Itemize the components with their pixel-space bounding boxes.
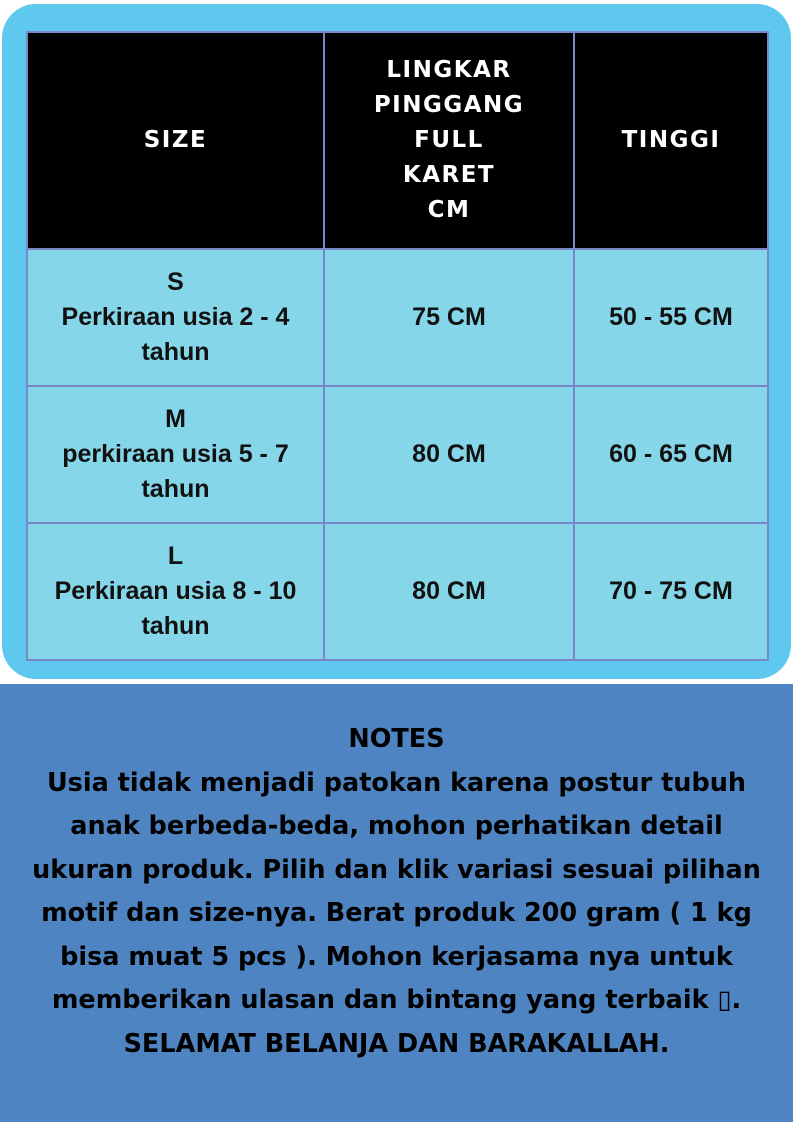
notes-title: NOTES <box>348 724 445 754</box>
size-cell-s <box>27 249 324 386</box>
table-row <box>27 523 768 660</box>
size-table-wrapper <box>26 31 767 659</box>
height-cell: 50 - 55 CM <box>574 249 768 386</box>
size-cell-l <box>27 523 324 660</box>
size-label: M <box>165 405 186 433</box>
size-cell-m <box>27 386 324 523</box>
waist-cell: 80 CM <box>324 523 574 660</box>
header-waist-line5: CM <box>427 197 471 223</box>
size-label: L <box>167 542 184 570</box>
notes-body: Usia tidak menjadi patokan karena postur tubuh anak berbeda-beda, mohon perhatikan detail ukuran produk. Pilih dan klik variasi sesuai pilihan motif dan size-nya. Berat produk 200 gram ( 1 kg bisa muat 5 pcs ). Mohon kerjasama nya untuk memberikan ulasan dan bintang yang terbaik ▯. <box>32 767 761 1015</box>
table-row <box>27 249 768 386</box>
age-unit: tahun <box>141 612 210 640</box>
waist-cell: 75 CM <box>324 249 574 386</box>
height-cell: 60 - 65 CM <box>574 386 768 523</box>
header-waist-line2: PINGGANG <box>373 92 525 118</box>
header-waist-line1: LINGKAR <box>386 57 512 83</box>
height-cell: 70 - 75 CM <box>574 523 768 660</box>
size-table <box>26 31 769 661</box>
age-unit: tahun <box>141 338 210 366</box>
header-height <box>574 32 768 249</box>
header-height-text: TINGGI <box>621 127 721 153</box>
table-row <box>27 386 768 523</box>
header-waist-line4: KARET <box>402 162 496 188</box>
age-range: Perkiraan usia 2 - 4 <box>61 303 290 331</box>
notes-closing: SELAMAT BELANJA DAN BARAKALLAH. <box>123 1028 670 1059</box>
size-label: S <box>167 268 184 296</box>
age-range: perkiraan usia 5 - 7 <box>62 440 289 468</box>
header-size <box>27 32 324 249</box>
header-waist-line3: FULL <box>414 127 484 153</box>
age-unit: tahun <box>141 475 210 503</box>
age-range: Perkiraan usia 8 - 10 <box>54 577 297 605</box>
waist-cell: 80 CM <box>324 386 574 523</box>
header-waist <box>324 32 574 249</box>
notes-section <box>0 684 793 1122</box>
header-size-text: SIZE <box>143 127 208 153</box>
table-header-row <box>27 32 768 249</box>
